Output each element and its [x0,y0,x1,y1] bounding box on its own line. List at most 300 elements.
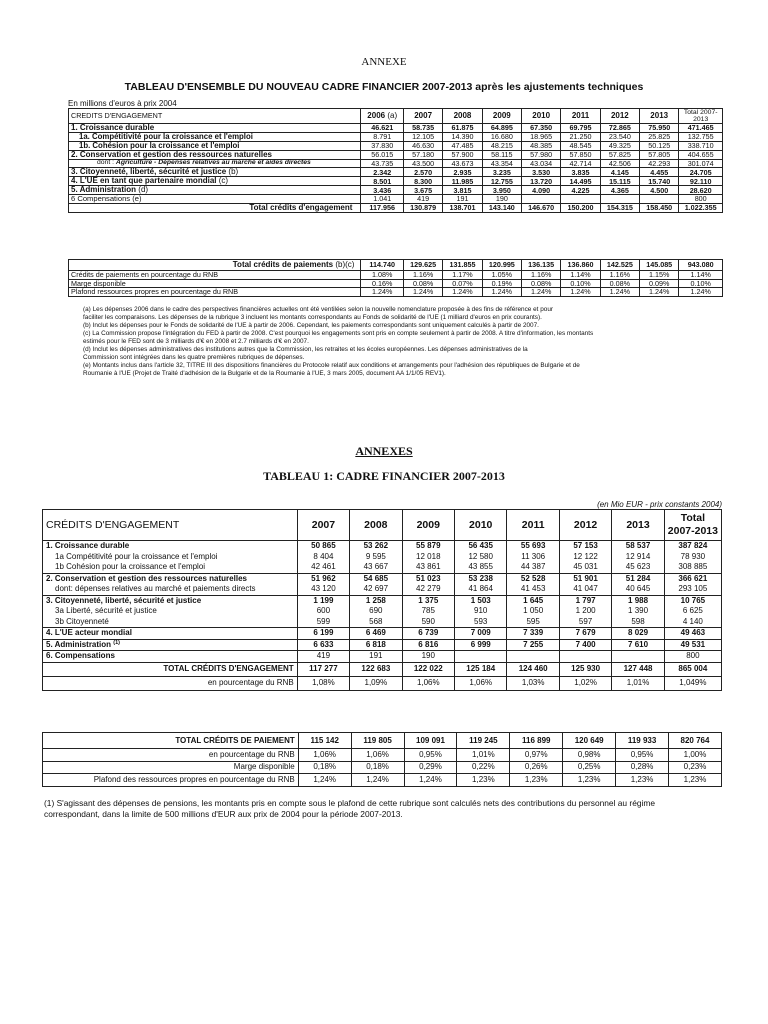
footnote-line: (e) Montants inclus dans l'article 32, TITRE III des dispositions financières du Protocole relatif aux conditions et arrangements pour l'adhésion des républiques de Bulgarie et de [83,362,580,369]
cell: 7 009 [455,628,507,640]
footnote-line: (b) Inclut les dépenses pour le Fonds de solidarité de l'UE à partir de 2006. Cependant, les paiements correspondants sont uniquement calculés à partir de 2007. [83,322,539,329]
cell: 16.680 [482,133,521,142]
cell: 53 262 [350,541,402,552]
row-label: 1b. Cohésion pour la croissance et l'emploi [69,141,361,150]
cell: 125 930 [559,662,611,676]
cell: 3.436 [361,186,404,195]
cell: 10 765 [664,595,721,606]
cell: 56 435 [455,541,507,552]
cell: 28.620 [679,186,723,195]
cell: 57.805 [640,150,679,159]
cell: 49 463 [664,628,721,640]
cell: 136.860 [561,260,600,271]
cell: 6 199 [297,628,349,640]
cell: 48.215 [482,141,521,150]
row-label: 1. Croissance durable [43,541,298,552]
cell: 1 050 [507,606,559,617]
cell: 1.24% [443,288,482,297]
cell: 1 375 [402,595,454,606]
footnote-line: (d) Inclut les dépenses administratives des institutions autres que la Commission, les retraites et les écoles européennes. Les dépenses administratives de la [83,346,528,353]
total-label: TOTAL CRÉDITS D'ENGAGEMENT [43,662,298,676]
cell: 44 387 [507,562,559,573]
cell: 41 453 [507,584,559,595]
cell: 14.495 [561,177,600,186]
footnote-line: Roumanie à l'UE (Projet de Traité d'adhésion de la Bulgarie et de la Roumanie à l'UE, 3 mars 2005, document AA 1/1/05 REV1). [83,370,446,377]
cell: 67.350 [522,124,561,133]
cell: 1,06% [298,749,351,762]
row-label: Marge disponible [43,761,299,774]
table-row [43,606,722,617]
header-year: 2013 [640,109,679,124]
cell: 117.956 [361,203,404,212]
cell: 50 865 [297,541,349,552]
cell: 0,98% [563,749,616,762]
cell: 47.485 [443,141,482,150]
cell: 131.855 [443,260,482,271]
total-row [43,733,722,749]
cell: 130.879 [403,203,442,212]
cell: 1,01% [612,676,664,690]
cell: 11.985 [443,177,482,186]
cell: 51 023 [402,573,454,584]
table-row [43,595,722,606]
cell: 43 855 [455,562,507,573]
cell: 0,23% [669,761,722,774]
overview-commitments-table [68,108,723,213]
row-label: 5. Administration $^{(1)}$ [43,639,298,651]
cell: 1 199 [297,595,349,606]
cell: 1.15% [640,271,679,280]
cell: 690 [350,606,402,617]
cell: 116 899 [510,733,563,749]
cell: 57.980 [522,150,561,159]
cell: 45 031 [559,562,611,573]
table-row [69,141,723,150]
cell: 1.05% [482,271,521,280]
cell: 24.705 [679,168,723,177]
cell: 1.24% [679,288,723,297]
cell: 122 683 [350,662,402,676]
cell: 4 140 [664,617,721,628]
cell: 1,06% [455,676,507,690]
cell: 78 930 [664,552,721,563]
row-label: 3a Liberté, sécurité et justice [43,606,298,617]
cell: 1.17% [443,271,482,280]
cell: 114.740 [361,260,404,271]
table-row [43,617,722,628]
cell: 143.140 [482,203,521,212]
cell: 8 029 [612,628,664,640]
header-year: 2011 [507,510,559,541]
cell: 6 816 [402,639,454,651]
cell: 1 503 [455,595,507,606]
cell: 7 255 [507,639,559,651]
row-label: dont: dépenses relatives au marché et paiements directs [43,584,298,595]
cell: 1,049% [664,676,721,690]
cell: 0.07% [443,279,482,288]
cell: 12 122 [559,552,611,563]
table-row [43,651,722,663]
cell: 820 764 [669,733,722,749]
annexes-heading: ANNEXES [355,444,413,458]
cell: 8.300 [403,177,442,186]
cell: 42.714 [561,159,600,168]
row-label: 1a Compétitivité pour la croissance et l'emploi [43,552,298,563]
cell: 1,23% [457,774,510,787]
cell: 64.895 [482,124,521,133]
cell: 0,18% [298,761,351,774]
header-year: 2012 [559,510,611,541]
cell: 127 448 [612,662,664,676]
cell: 3.815 [443,186,482,195]
cell: 0,26% [510,761,563,774]
cell: 43.034 [522,159,561,168]
cell: 1.041 [361,195,404,204]
cell: 11 306 [507,552,559,563]
row-label: 1b Cohésion pour la croissance et l'emploi [43,562,298,573]
cell: 56.015 [361,150,404,159]
cell: 125 184 [455,662,507,676]
cell: 25.825 [640,133,679,142]
cell: 57.850 [561,150,600,159]
cell: 1,00% [669,749,722,762]
cell: 23.540 [600,133,639,142]
total-row [69,203,723,212]
cell: 910 [455,606,507,617]
cell: 471.465 [679,124,723,133]
cell: 865 004 [664,662,721,676]
cell: 43 861 [402,562,454,573]
cell: 6 818 [350,639,402,651]
cell: 1.16% [403,271,442,280]
cell: 1.14% [561,271,600,280]
cell: 943.080 [679,260,723,271]
cell: 57.825 [600,150,639,159]
cell: 0,18% [351,761,404,774]
cell: 1.022.355 [679,203,723,212]
cell: 6 469 [350,628,402,640]
footnote-line: (1) S'agissant des dépenses de pensions, les montants pris en compte sous le plafond de cette rubrique sont calculés nets des contributions du personnel au régime [44,798,656,808]
total-label: TOTAL CRÉDITS DE PAIEMENT [43,733,299,749]
cell: 3.530 [522,168,561,177]
cell: 2.342 [361,168,404,177]
table-row [43,573,722,584]
cell: 0.10% [679,279,723,288]
cell: 785 [402,606,454,617]
cell: 3.950 [482,186,521,195]
cell: 0,28% [616,761,669,774]
cell: 54 685 [350,573,402,584]
header-year: 2007 [297,510,349,541]
table-row [69,186,723,195]
cell [600,195,639,204]
cell: 46.630 [403,141,442,150]
cell: 146.670 [522,203,561,212]
cell: 41 047 [559,584,611,595]
row-label: Marge disponible [69,279,361,288]
cell: 598 [612,617,664,628]
cell: 136.135 [522,260,561,271]
cell: 800 [679,195,723,204]
cell: 8.791 [361,133,404,142]
cell: 18.965 [522,133,561,142]
row-label: 6. Compensations [43,651,298,663]
cell: 57.900 [443,150,482,159]
cell: 593 [455,617,507,628]
cell: 1,03% [507,676,559,690]
footnote-line: estimés pour le FED sont de 3 milliards d'€ en 2008 et 2.7 milliards d'€ en 2007. [83,338,309,345]
cell: 49.325 [600,141,639,150]
cell: 57.180 [403,150,442,159]
cell: 3.835 [561,168,600,177]
cell: 1,23% [510,774,563,787]
cell: 119 805 [351,733,404,749]
unit-label: (en Mio EUR - prix constants 2004) [597,500,722,509]
table-header-row [69,109,723,124]
header-year: 2008 [350,510,402,541]
cell: 387 824 [664,541,721,552]
cell: 1 797 [559,595,611,606]
cell: 2.570 [403,168,442,177]
cell: 0,95% [616,749,669,762]
cell: 43.735 [361,159,404,168]
cell: 138.701 [443,203,482,212]
row-label: 1. Croissance durable [69,124,361,133]
cell: 1.24% [600,288,639,297]
cell: 43.500 [403,159,442,168]
table-row [69,177,723,186]
row-label: 4. L'UE acteur mondial [43,628,298,640]
cell: 154.315 [600,203,639,212]
table-row [43,562,722,573]
cell: 57 153 [559,541,611,552]
cell: 129.625 [403,260,442,271]
row-label: en pourcentage du RNB [43,749,299,762]
row-label: 3. Citoyenneté, liberté, sécurité et justice (b) [69,168,361,177]
cell: 8.501 [361,177,404,186]
cell: 7 610 [612,639,664,651]
cell [559,651,611,663]
cell: 15.115 [600,177,639,186]
cell: 404.655 [679,150,723,159]
row-label: 2. Conservation et gestion des ressources naturelles [43,573,298,584]
cell: 142.525 [600,260,639,271]
cell: 120.995 [482,260,521,271]
cell: 1,02% [559,676,611,690]
cell: 7 679 [559,628,611,640]
cell: 45 623 [612,562,664,573]
cell: 115 142 [298,733,351,749]
table-row [69,271,723,280]
cell: 800 [664,651,721,663]
cell: 117 277 [297,662,349,676]
cell: 42 461 [297,562,349,573]
annexe-heading: ANNEXE [361,56,407,68]
table1-title: TABLEAU 1: CADRE FINANCIER 2007-2013 [263,469,505,483]
cell: 0.10% [561,279,600,288]
cell: 1,01% [457,749,510,762]
cell [612,651,664,663]
cell: 55 879 [402,541,454,552]
cell: 3.675 [403,186,442,195]
cell: 366 621 [664,573,721,584]
table-row [43,584,722,595]
row-label: dont : Agriculture - Dépenses relatives au marché et aides directes [69,159,361,168]
footnote-line: (a) Les dépenses 2006 dans le cadre des perspectives financières actuelles ont été ventilées selon la nouvelle nomenclature proposée à des fins de référence et pour [83,306,554,313]
cell: 1.14% [679,271,723,280]
cell: 338.710 [679,141,723,150]
table-row [69,288,723,297]
cell: 301.074 [679,159,723,168]
cell: 55 693 [507,541,559,552]
cell: 13.720 [522,177,561,186]
cell: 4.225 [561,186,600,195]
header-year-2006: 2006 (a) [361,109,404,124]
header-year: 2010 [455,510,507,541]
cell: 1.16% [522,271,561,280]
cell: 1.08% [361,271,404,280]
cell: 568 [350,617,402,628]
cell: 599 [297,617,349,628]
cell: 69.795 [561,124,600,133]
cell: 0,95% [404,749,457,762]
table-row [43,552,722,563]
cell: 14.390 [443,133,482,142]
cell: 4.365 [600,186,639,195]
cell: 15.740 [640,177,679,186]
payments-table [42,732,722,787]
cell: 145.085 [640,260,679,271]
row-label: Plafond ressources propres en pourcentage du RNB [69,288,361,297]
cell: 58.115 [482,150,521,159]
cell: 0.19% [482,279,521,288]
cell: 191 [443,195,482,204]
total-label: Total crédits d'engagement [69,203,361,212]
header-year: 2008 [443,109,482,124]
header-label: CRÉDITS D'ENGAGEMENT [43,510,298,541]
table-row [43,774,722,787]
cell: 42.293 [640,159,679,168]
cell: 124 460 [507,662,559,676]
table-row [69,150,723,159]
cell: 12.105 [403,133,442,142]
cell: 12.755 [482,177,521,186]
row-label: 3b Citoyenneté [43,617,298,628]
footnote-line: correspondant, dans la limite de 500 millions d'EUR aux prix de 2004 pour la période 2007-2013. [44,809,403,819]
cell: 12 018 [402,552,454,563]
cell: 4.145 [600,168,639,177]
cell: 48.545 [561,141,600,150]
cell [561,195,600,204]
cell [522,195,561,204]
row-label: Plafond des ressources propres en pourcentage du RNB [43,774,299,787]
row-label: 2. Conservation et gestion des ressources naturelles [69,150,361,159]
cell: 293 105 [664,584,721,595]
footnote-line: Commission sont intégrées dans les quatre premières rubriques de dépenses. [83,354,305,361]
row-label: 6 Compensations (e) [69,195,361,204]
cell: 119 933 [616,733,669,749]
cell: 1,24% [404,774,457,787]
footnote-line: (c) La Commission propose l'intégration du FED à partir de 2008. C'est pourquoi les engagements sont pris en compte seulement à partir de 2008. A titre d'information, les montants [83,330,594,337]
header-year: 2010 [522,109,561,124]
cell: 1.24% [522,288,561,297]
overview-payments-table [68,259,723,297]
header-year: 2011 [561,109,600,124]
row-label: Crédits de paiements en pourcentage du RNB [69,271,361,280]
cell: 9 595 [350,552,402,563]
cell: 4.090 [522,186,561,195]
cell: 58.735 [403,124,442,133]
cell: 53 238 [455,573,507,584]
cell: 0.08% [522,279,561,288]
cell: 1,23% [616,774,669,787]
footnote-line: faciliter les comparaisons. Les dépenses de la rubrique 3 incluent les montants correspondants au Fonds de solidarité de l'UE (1 milliard d'euros en prix courants). [83,314,542,321]
cell: 43.673 [443,159,482,168]
cell: 1,23% [669,774,722,787]
header-total: Total 2007- 2013 [679,109,723,124]
cell: 58 537 [612,541,664,552]
cell: 7 339 [507,628,559,640]
financial-framework-table [42,509,722,691]
cell: 61.875 [443,124,482,133]
cell: 8 404 [297,552,349,563]
cell: 132.755 [679,133,723,142]
cell: 3.235 [482,168,521,177]
cell: 0.16% [361,279,404,288]
cell: 122 022 [402,662,454,676]
cell: 43 120 [297,584,349,595]
table-row [43,749,722,762]
header-year: 2007 [403,109,442,124]
cell: 48.385 [522,141,561,150]
cell: 0,29% [404,761,457,774]
table-row [69,195,723,204]
cell: 1 200 [559,606,611,617]
cell: 600 [297,606,349,617]
cell: 1,06% [402,676,454,690]
header-label: CREDITS D'ENGAGEMENT [69,109,361,124]
header-year: 2009 [402,510,454,541]
cell: 1.24% [403,288,442,297]
cell: 6 633 [297,639,349,651]
cell: 42.506 [600,159,639,168]
cell: 419 [403,195,442,204]
cell: 1,24% [351,774,404,787]
cell: 6 625 [664,606,721,617]
cell: 52 528 [507,573,559,584]
cell: 1.24% [561,288,600,297]
cell: 50.125 [640,141,679,150]
cell: 2.935 [443,168,482,177]
cell: 1 645 [507,595,559,606]
cell: 43.354 [482,159,521,168]
cell: 590 [402,617,454,628]
cell: 158.450 [640,203,679,212]
cell: 1 390 [612,606,664,617]
cell [640,195,679,204]
cell: 595 [507,617,559,628]
cell: 51 284 [612,573,664,584]
cell: 1 988 [612,595,664,606]
cell: 1,09% [350,676,402,690]
cell: 4.455 [640,168,679,177]
cell: 0.08% [403,279,442,288]
table-row [43,541,722,552]
cell: 1,06% [351,749,404,762]
cell: 1.16% [600,271,639,280]
cell: 0,97% [510,749,563,762]
unit-label: En millions d'euros à prix 2004 [68,99,177,108]
